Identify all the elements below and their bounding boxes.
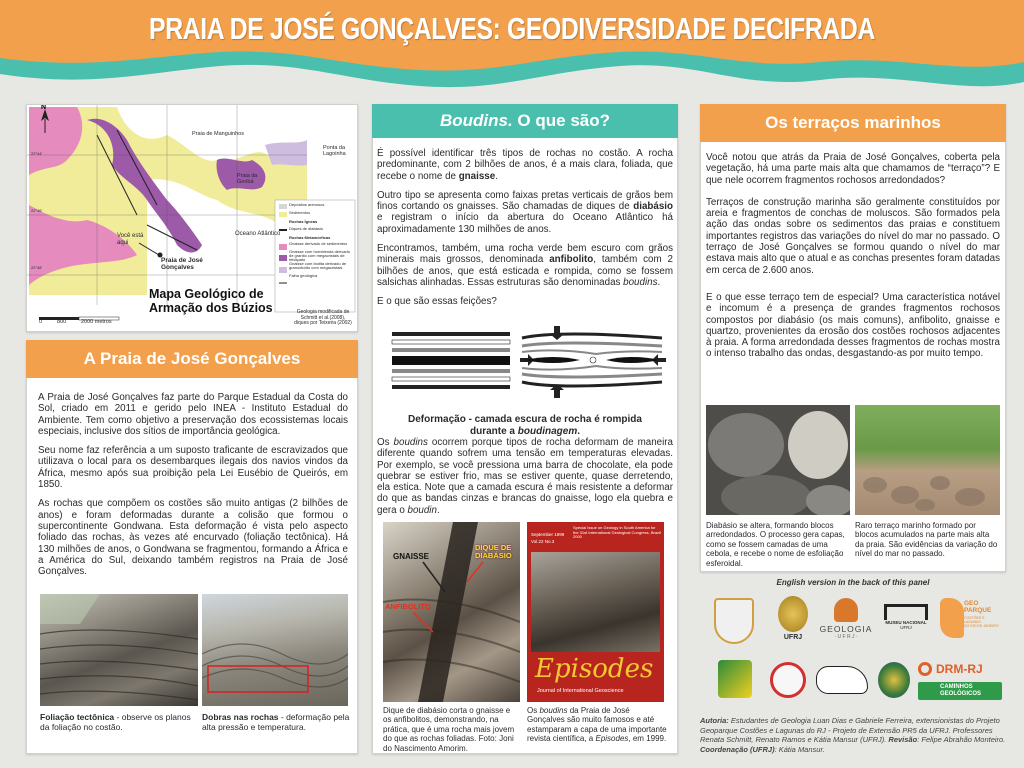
caption-terrace: Raro terraço marinho formado por blocos acumulados na parte mais alta da praia. São evidências da variação do nível do mar no passado. xyxy=(855,521,998,559)
logo-green-shield xyxy=(718,660,752,698)
logo-row-1: UFRJ GEOLOGIA · U F R J · MUSEU NACIONAL UFRJ GEO PARQUE COSTÕES E LAGUNAS DO RIO DE JANEIRO xyxy=(708,594,1006,654)
caption-folds: Dobras nas rochas - deformação pela alta pressão e temperatura. xyxy=(202,712,350,732)
map-credit: Geologia modificada de Schmitt et al.(2008), diques por Teixeira (2002) xyxy=(294,309,352,327)
logo-row-2: DRM-RJ CAMINHOS GEOLÓGICOS xyxy=(708,656,1006,706)
right-panel-heading: Os terraços marinhos xyxy=(700,104,1006,142)
label-gnaisse: GNAISSE xyxy=(393,552,430,561)
right-p3: E o que esse terraço tem de especial? Uma característica notável e incomum é a presença de grandes fragmentos rochosos compostos por diabásio (os mais comuns), anfibolito, gnaisse e quartzo, provenientes da erosão dos costões rochosos adjacentes à praia. A forma arredondada desses fragmentos de rochas mostra o intenso trabalho das ondas, desgastando-as por muito tempo. xyxy=(706,291,1000,360)
logo-museu: MUSEU NACIONAL UFRJ xyxy=(880,604,932,630)
logo-ufrj: UFRJ xyxy=(776,596,810,641)
header xyxy=(0,0,1024,100)
photo-dike xyxy=(383,522,520,702)
caption-dike: Dique de diabásio corta o gnaisse e os anfibolitos, demonstrando, na prática, que é uma rocha mais jovem do que as rochas foliadas. Foto: Joni do Nascimento Amorim. xyxy=(383,706,515,753)
photo-folds xyxy=(202,594,348,706)
middle-question: E o que são essas feições? xyxy=(377,296,497,308)
middle-panel-heading: Boudins. O que são? xyxy=(372,104,678,138)
right-p2: Terraços de construção marinha são geralmente constituídos por areia e fragmentos de conchas de moluscos. São formados pela ação das ondas sobre os sedimentos das praias e constituem importantes registros das variações do nível do mar no passado. O terraço de José Gonçalves se formou quando o nível do mar estava mais alto que o atual e as conchas presentes foram datadas em cerca de 2.600 anos. xyxy=(706,196,1000,276)
middle-p4: Os boudins ocorrem porque tipos de rocha deformam de maneira diferente quando sofrem uma tensão em temperaturas elevadas. Por exemplo, se você pressiona uma barra de chocolate, ela pode quebrar se estiver frio, mas se estiver quente, quase derretendo, ela estica. Note que a camada escura é mais resistente a deformar do que as bandas cinzas e brancas do gnaisse, logo ela quebra e gera o boudin. xyxy=(377,437,673,516)
geologia-mountain-icon xyxy=(834,598,858,622)
map-lat-labels: 22°44' 22°46' 22°48' xyxy=(31,151,43,270)
map-place-lagoinha: Ponta da Lagoinha xyxy=(323,145,346,157)
left-p1: A Praia de José Gonçalves faz parte do Parque Estadual da Costa do Sol, criado em 2011 e gerido pelo INEA - Instituto Estadual do Ambiente. Tem como objetivo a preservação dos ecossistemas locais especiais, inclusive dos sítios de importância geológica. xyxy=(38,392,348,437)
caption-foliation: Foliação tectônica - observe os planos da foliação no costão. xyxy=(40,712,191,732)
logo-turtle xyxy=(816,666,868,694)
english-note: English version in the back of this panel xyxy=(776,578,930,587)
diagram-before xyxy=(392,332,510,389)
photo-folds-strata xyxy=(202,594,348,706)
diagram-after xyxy=(522,334,662,386)
journal-photo xyxy=(531,552,660,652)
boudinage-diagram xyxy=(384,326,670,414)
left-panel-heading: A Praia de José Gonçalves xyxy=(26,340,358,378)
map-place-atlantic: Oceano Atlântico xyxy=(235,231,281,237)
left-p2: Seu nome faz referência a um suposto traficante de escravizados que utilizava o local para os desembarques ilegais dos navios vindos da África, mesmo após sua proibição pela Lei Eusébio de Queirós, em 1850. xyxy=(38,445,348,491)
museu-building-icon xyxy=(884,604,928,620)
left-p3: As rochas que compõem os costões são muito antigas (2 bilhões de anos) e foram deformadas durante a colisão que formou o supercontinente Gondwana. Esta deformação é vista pelo aspecto foliado das rochas, às vezes até encurvado (foliação tectônica). Há 130 milhões de anos, o Gondwana se fragmentou, formando a África e a América do Sul, deixando também registros na Praia de José Gonçalves. xyxy=(38,498,348,578)
diagram-caption: Deformação - camada escura de rocha é rompida durante a boudinagem. xyxy=(408,414,642,437)
photo-foliation-strata xyxy=(40,594,198,706)
label-anfibolito: ANFIBOLITO xyxy=(385,602,431,611)
right-panel-text xyxy=(706,152,1000,368)
north-label: N xyxy=(41,105,47,111)
middle-p2: Outro tipo se apresenta como faixas pretas verticais de grãos bem finos cortando os gnaisses. São chamadas de diques de diabásio e registram o início da abertura do Oceano Atlântico há aproximadamente 130 milhões de anos. xyxy=(377,189,673,235)
logo-ufrj-shield xyxy=(714,598,754,644)
photo-terrace-blocks xyxy=(855,405,1000,515)
map-place-geriba: Praia da Geribá xyxy=(237,173,258,185)
geoparque-map-icon xyxy=(940,598,964,638)
ufrj-medallion-icon xyxy=(778,596,808,632)
map-place-jose: Praia de José Gonçalves xyxy=(161,257,203,271)
page-title: PRAIA DE JOSÉ GONÇALVES: GEODIVERSIDADE DECIFRADA xyxy=(149,11,875,46)
credits: Autoria: Estudantes de Geologia Luan Dias e Gabriele Ferreira, extensionistas do Projeto Geoparque Costões e Lagunas do RJ - Projeto de Extensão PR5 da UFRJ. Professores Renata Schmitt, Renato Ramos e Kátia Mansur (UFRJ). Revisão: Felipe Abrahão Monteiro. Coordenação (UFRJ): Kátia Mansur. xyxy=(700,716,1006,754)
caption-journal: Os boudins da Praia de José Gonçalves são muito famosos e até estamparam a capa de uma importante revista científica, a Episodes, em 1999. xyxy=(527,706,667,744)
right-p1: Você notou que atrás da Praia de José Gonçalves, coberta pela vegetação, há uma parte mais alta que chamamos de “terraço”? E que nele ocorrem fragmentos rochosos arredondados? xyxy=(706,152,1000,186)
middle-panel-text xyxy=(377,148,673,316)
map-panel xyxy=(26,104,358,332)
map-place-manguinhos: Praia de Manguinhos xyxy=(192,131,244,137)
map-you-are-here: Você está aqui xyxy=(117,233,144,246)
left-panel-text xyxy=(38,392,348,585)
photo-foliation xyxy=(40,594,198,706)
logo-caminhos: CAMINHOS GEOLÓGICOS xyxy=(918,682,1002,700)
photo-terrace xyxy=(855,405,1000,515)
caption-spheroidal: Diabásio se altera, formando blocos arredondados. O processo gera capas, como se fossem camadas de uma cebola, e recebe o nome de esfoliação esferoidal. xyxy=(706,521,845,568)
logo-geologia: GEOLOGIA · U F R J · xyxy=(816,598,876,640)
map-title: Mapa Geológico de Armação dos Búzios xyxy=(149,287,273,315)
logo-circle-red xyxy=(770,662,806,698)
label-dique: DIQUE DE DIABÁSIO xyxy=(475,543,512,560)
middle-p3: Encontramos, também, uma rocha verde bem escuro com grãos minerais mais grossos, denominada anfibolito, também com 2 bilhões de anos, que está esticada e rompida, como se fossem salsichas alinhadas. Essas estruturas são denominadas boudins. xyxy=(377,243,674,288)
drm-icon xyxy=(918,662,932,676)
journal-cover: Special Issue on Geology in South America for the 31st International Geological Congress, Brazil 2000 September 1999 Vol.22 No.3 Episodes Journal of International Geoscience xyxy=(527,522,664,702)
map-legend: Depósitos arenosos Sedimentos Rochas Ígneas Diques de diabásio Rochas Metamórficas Gnaisse derivado de sedimentos Gnaisse com hornblenda derivado de granito com megacristais de feldspato Gnaisse com biotita derivado de granodiorito com megacristais Falha geológica xyxy=(289,202,350,278)
photo-spheroidal xyxy=(706,405,850,515)
logo-blue-circle xyxy=(878,662,910,698)
photo-spheroidal-boulders xyxy=(706,405,850,515)
map-scale: 0 800 2000 metros xyxy=(39,319,112,325)
middle-p1: É possível identificar três tipos de rochas no costão. A rocha predominante, com 2 bilhões de anos, é a mais clara, foliada, que recebe o nome de gnaisse. xyxy=(377,148,673,182)
